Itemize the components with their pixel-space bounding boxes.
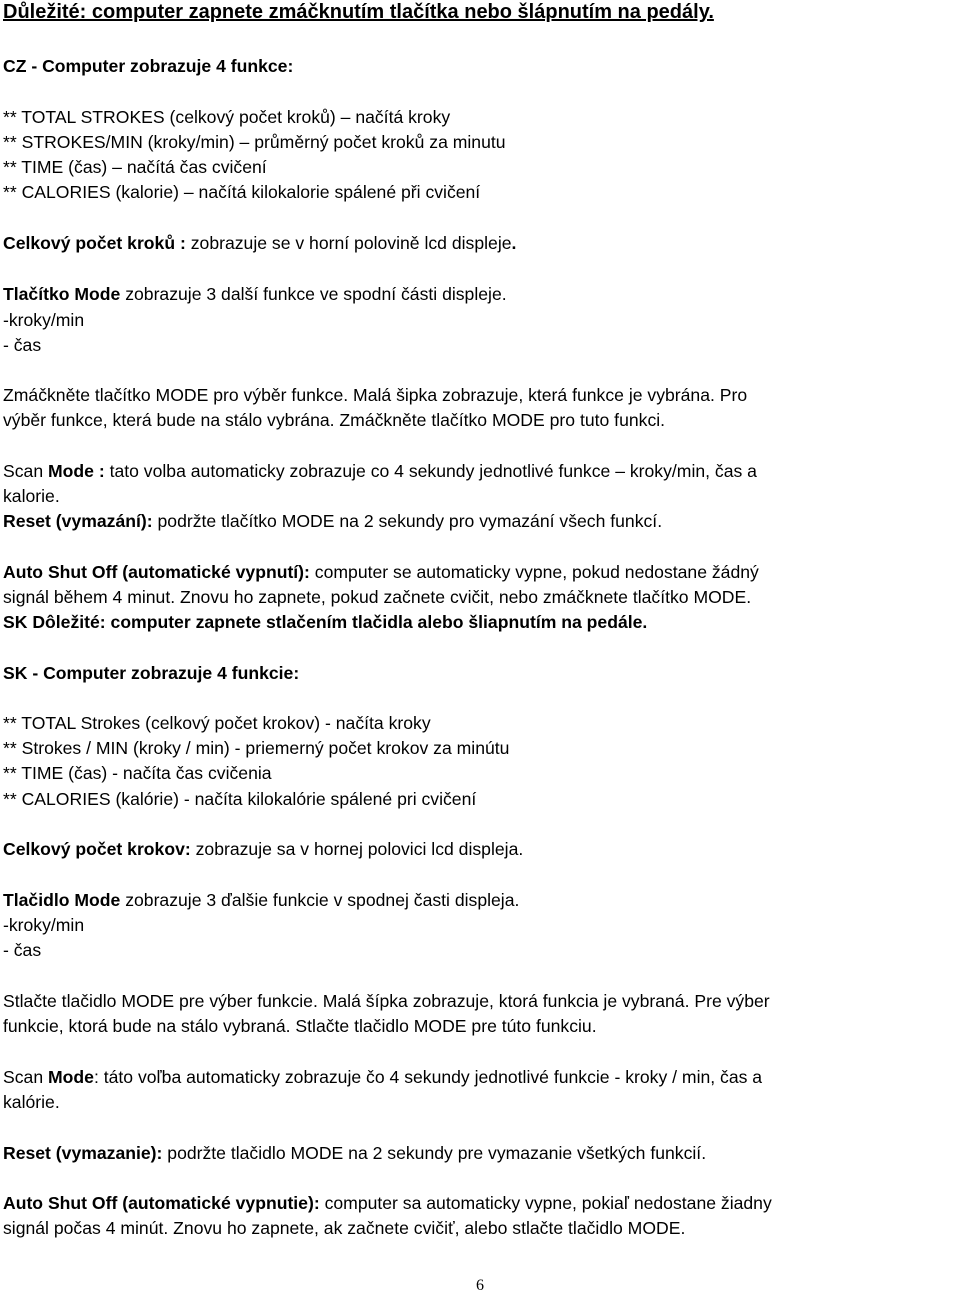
page-number: 6 [476, 1277, 484, 1294]
sk-total-text: zobrazuje sa v hornej polovici lcd displeja. [190, 839, 524, 859]
cz-total-label: Celkový počet kroků : [3, 233, 186, 253]
cz-mode-item-strokes: -kroky/min [3, 310, 85, 330]
cz-auto-line-2: signál během 4 minut. Znovu ho zapnete, pokud začnete cvičit, nebo zmáčknete tlačítko MODE. [3, 587, 752, 607]
cz-reset-text: podržte tlačítko MODE na 2 sekundy pro vymazání všech funkcí. [152, 511, 663, 531]
sk-total-paragraph [3, 838, 523, 860]
cz-mode-label: Tlačítko Mode [3, 284, 121, 304]
cz-important-heading: Důležité: computer zapnete zmáčknutím tlačítka nebo šlápnutím na pedály. [3, 1, 714, 23]
sk-reset-text: podržte tlačidlo MODE na 2 sekundy pre vymazanie všetkých funkcií. [162, 1143, 707, 1163]
cz-mode-item-time: - čas [3, 335, 42, 355]
cz-scan-line-2: kalorie. [3, 486, 60, 506]
cz-select-line-2: výběr funkce, která bude na stálo vybrána. Zmáčkněte tlačítko MODE pro tuto funkci. [3, 410, 666, 430]
sk-select-line-1: Stlačte tlačidlo MODE pre výber funkcie. Malá šípka zobrazuje, ktorá funkcia je vybraná. Pre výber [3, 991, 770, 1011]
sk-auto-line-2: signál počas 4 minút. Znovu ho zapnete, ak začnete cvičiť, alebo stlačte tlačidlo MODE. [3, 1218, 686, 1238]
cz-reset-label: Reset (vymazání): [3, 511, 153, 531]
sk-function-time: ** TIME (čas) - načíta čas cvičenia [3, 763, 272, 783]
sk-function-calories: ** CALORIES (kalórie) - načíta kilokalórie spálené pri cvičení [3, 789, 477, 809]
cz-function-calories: ** CALORIES (kalorie) – načítá kilokalorie spálené při cvičení [3, 182, 481, 202]
sk-auto-text: computer sa automaticky vypne, pokiaľ nedostane žiadny [319, 1193, 772, 1213]
cz-auto-paragraph [3, 561, 759, 583]
cz-scan-text: tato volba automaticky zobrazuje co 4 sekundy jednotlivé funkce – kroky/min, čas a [104, 461, 757, 481]
sk-scan-prefix: Scan [3, 1067, 48, 1087]
cz-auto-text: computer se automaticky vypne, pokud nedostane žádný [309, 562, 759, 582]
sk-function-total-strokes: ** TOTAL Strokes (celkový počet krokov) - načíta kroky [3, 713, 431, 733]
sk-section-title: SK - Computer zobrazuje 4 funkcie: [3, 663, 300, 683]
cz-total-paragraph [3, 232, 516, 254]
cz-function-strokes-min: ** STROKES/MIN (kroky/min) – průměrný počet kroků za minutu [3, 132, 506, 152]
sk-mode-label: Tlačidlo Mode [3, 890, 121, 910]
sk-scan-line-2: kalórie. [3, 1092, 60, 1112]
sk-mode-paragraph [3, 889, 519, 911]
cz-select-line-1: Zmáčkněte tlačítko MODE pro výběr funkce. Malá šipka zobrazuje, která funkce je vybrána. Pro [3, 385, 748, 405]
sk-total-label: Celkový počet krokov: [3, 839, 191, 859]
sk-auto-label: Auto Shut Off (automatické vypnutie): [3, 1193, 320, 1213]
cz-section-title: CZ - Computer zobrazuje 4 funkce: [3, 56, 294, 76]
cz-mode-paragraph [3, 283, 507, 305]
sk-scan-label: Mode [48, 1067, 94, 1087]
cz-reset-paragraph [3, 510, 662, 532]
cz-mode-text: zobrazuje 3 další funkce ve spodní části displeje. [120, 284, 507, 304]
cz-total-end: . [511, 233, 517, 253]
sk-scan-paragraph [3, 1066, 762, 1088]
sk-important-heading: SK Dôležité: computer zapnete stlačením tlačidla alebo šliapnutím na pedále. [3, 612, 648, 632]
sk-mode-item-time: - čas [3, 940, 42, 960]
cz-auto-label: Auto Shut Off (automatické vypnutí): [3, 562, 310, 582]
sk-mode-text: zobrazuje 3 ďalšie funkcie v spodnej časti displeja. [120, 890, 520, 910]
sk-auto-paragraph [3, 1192, 772, 1214]
sk-reset-label: Reset (vymazanie): [3, 1143, 163, 1163]
cz-scan-label: Mode : [48, 461, 105, 481]
sk-mode-item-strokes: -kroky/min [3, 915, 85, 935]
sk-scan-text: : táto voľba automaticky zobrazuje čo 4 sekundy jednotlivé funkcie - kroky / min, čas a [93, 1067, 763, 1087]
cz-function-time: ** TIME (čas) – načítá čas cvičení [3, 157, 267, 177]
sk-select-line-2: funkcie, ktorá bude na stálo vybraná. Stlačte tlačidlo MODE pre túto funkciu. [3, 1016, 597, 1036]
cz-scan-paragraph [3, 460, 757, 482]
cz-scan-prefix: Scan [3, 461, 48, 481]
sk-function-strokes-min: ** Strokes / MIN (kroky / min) - priemerný počet krokov za minútu [3, 738, 510, 758]
cz-total-text: zobrazuje se v horní polovině lcd displeje [185, 233, 512, 253]
cz-function-total-strokes: ** TOTAL STROKES (celkový počet kroků) – načítá kroky [3, 107, 451, 127]
sk-reset-paragraph [3, 1142, 706, 1164]
